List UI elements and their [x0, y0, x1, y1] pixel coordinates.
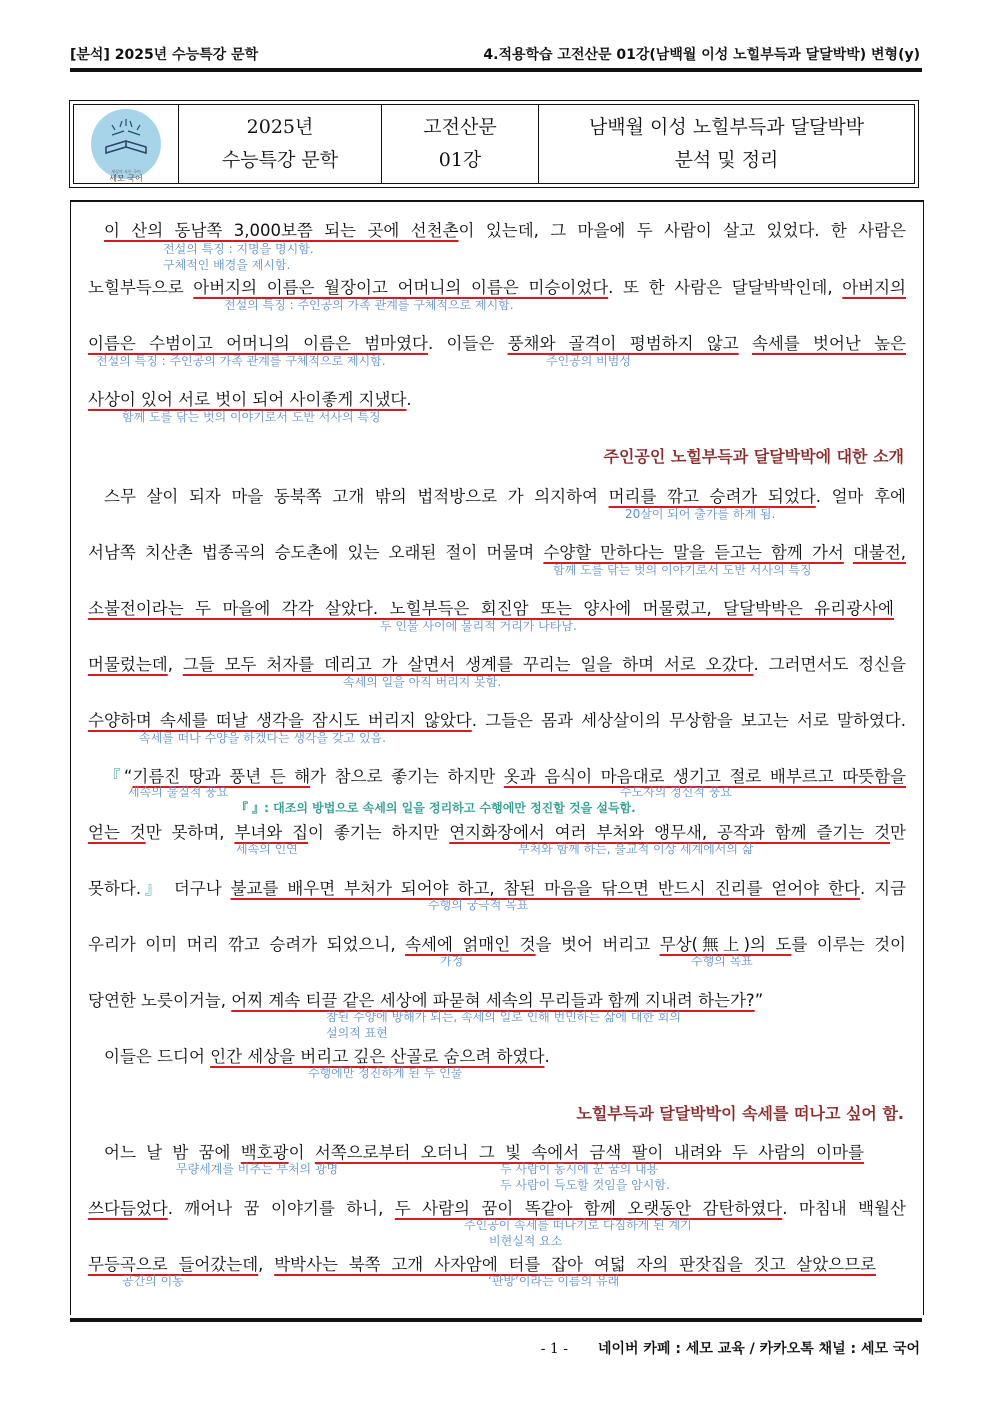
annotation: 전설의 특징 : 주인공의 가족 관계를 구체적으로 제시함.	[224, 298, 514, 312]
text-line: 이 산의 동남쪽 3,000보쯤 되는 곳에 선천촌이 있는데, 그 마을에 두 사람이 살고 있었다. 한 사람은	[104, 221, 906, 240]
annotation: 설의적 표현	[326, 1026, 388, 1040]
annotation: 무량세계를 비추는 부처의 광명	[176, 1162, 339, 1176]
annotation: 구체적인 배경을 제시함.	[163, 258, 291, 272]
annotation: 속세의 일을 아직 버리지 못함.	[343, 675, 502, 689]
annotation: 함께 도를 닦는 벗의 이야기로서 도반 서사의 특징	[122, 410, 381, 424]
page-footer	[541, 1338, 920, 1358]
text-line: 당연한 노릇이거늘, 어찌 계속 티끌 같은 세상에 파묻혀 세속의 무리들과 함께 지내려 하는가?”	[88, 991, 764, 1010]
kind-line-2: 01강	[438, 149, 482, 171]
text-line: 머물렀는데, 그들 모두 처자를 데리고 가 살면서 생계를 꾸리는 일을 하며 서로 오갔다. 그러면서도 정신을	[88, 655, 906, 674]
logo-name: 세모 국어	[109, 174, 143, 183]
title-table	[69, 100, 919, 188]
annotation: 비현실적 요소	[489, 1234, 563, 1248]
topic-line-1: 남백월 이성 노힐부득과 달달박박	[588, 116, 865, 138]
annotation: 가정	[440, 954, 464, 968]
kind-line-1: 고전산문	[423, 116, 497, 138]
annotation: 수도자의 정신적 풍요	[620, 785, 732, 799]
year-line-2: 수능특강 문학	[221, 149, 339, 171]
annotation: 주인공이 속세를 떠나기로 다짐하게 된 계기	[464, 1218, 692, 1232]
header-rule	[70, 68, 922, 72]
text-line: 수양하며 속세를 떠날 생각을 잠시도 버리지 않았다. 그들은 몸과 세상살이의 무상함을 보고는 서로 말하였다.	[88, 711, 906, 730]
annotation: 20살이 되어 출가를 하게 됨.	[625, 507, 776, 521]
annotation: 속세를 떠나 수양을 하겠다는 생각을 갖고 있음.	[139, 731, 386, 745]
page-number: - 1 -	[540, 1341, 568, 1357]
kind-cell	[382, 105, 539, 183]
annotation-emphasis: 『 』: 대조의 방법으로 속세의 일을 정리하고 수행에만 정진할 것을 설득함.	[236, 801, 636, 815]
text-line: 어느 날 밤 꿈에 백호광이 서쪽으로부터 오더니 그 빛 속에서 금색 팔이 내려와 두 사람의 이마를	[104, 1143, 864, 1162]
footer-rule	[70, 1318, 922, 1322]
topic-line-2: 분석 및 정리	[674, 149, 779, 171]
annotation: 주인공의 비범성	[546, 354, 631, 368]
text-line: 이름은 수범이고 어머니의 이름은 범마였다. 이들은 풍채와 골격이 평범하지 않고 속세를 벗어난 높은	[88, 334, 906, 353]
text-line: 이들은 드디어 인간 세상을 버리고 깊은 산골로 숨으려 하였다.	[104, 1047, 550, 1066]
annotation: 전설의 특징 : 주인공의 가족 관계를 구체적으로 제시함.	[96, 354, 386, 368]
text-line: 스무 살이 되자 마을 동북쪽 고개 밖의 법적방으로 가 의지하여 머리를 깎고 승려가 되었다. 얼마 후에	[104, 487, 906, 506]
text-line: 소불전이라는 두 마을에 각각 살았다. 노힐부득은 회진암 또는 양사에 머물렀고, 달달박박은 유리광사에	[88, 599, 894, 618]
section-summary: 주인공인 노힐부득과 달달박박에 대한 소개	[603, 447, 904, 466]
text-line: 못하다.』 더구나 불교를 배우면 부처가 되어야 하고, 참된 마음을 닦으면 반드시 진리를 얻어야 한다. 지금	[88, 879, 906, 898]
text-line: 우리가 이미 머리 깎고 승려가 되었으니, 속세에 얽매인 것을 벗어 버리고 무상(無上)의 도를 이루는 것이	[88, 935, 906, 954]
annotation: 참된 수양에 방해가 되는, 속세의 일로 인해 번민하는 삶에 대한 회의	[326, 1010, 681, 1024]
annotation: 전설의 특징 : 지명을 명시함.	[163, 242, 314, 256]
annotation: 두 인물 사이에 물리적 거리가 나타남.	[380, 619, 577, 633]
topic-cell	[539, 105, 914, 183]
running-header-left: [분석] 2025년 수능특강 문학	[70, 47, 259, 63]
annotation: 두 사람이 득도할 것임을 암시함.	[500, 1178, 670, 1192]
logo-subtitle: 세상의 모든 국어	[111, 169, 141, 174]
annotation: 수행의 목표	[691, 954, 753, 968]
annotation: 세속의 물질적 풍요	[128, 785, 229, 799]
text-line: 사상이 있어 서로 벗이 되어 사이좋게 지냈다.	[88, 390, 412, 409]
semo-logo	[84, 107, 168, 181]
year-line-1: 2025년	[246, 116, 314, 138]
year-cell	[179, 105, 382, 183]
annotation: 함께 도를 닦는 벗의 이야기로서 도반 서사의 특징	[553, 563, 812, 577]
annotation: 두 사람이 동시에 꾼 꿈의 내용	[500, 1162, 659, 1176]
text-line: 얻는 것만 못하며, 부녀와 집이 좋기는 하지만 연지화장에서 여러 부처와 앵무새, 공작과 함께 즐기는 것만	[88, 823, 906, 842]
text-line: 무등곡으로 들어갔는데, 박박사는 북쪽 고개 사자암에 터를 잡아 여덟 자의 판잣집을 짓고 살았으므로	[88, 1255, 876, 1274]
text-line: 쓰다듬었다. 깨어나 꿈 이야기를 하니, 두 사람의 꿈이 똑같아 함께 오랫동안 감탄하였다. 마침내 백월산	[88, 1199, 906, 1218]
annotation: 세속의 인연	[236, 842, 298, 856]
annotation: 수행에만 정진하게 된 두 인물	[308, 1066, 463, 1080]
annotation: 수행의 궁극적 목표	[428, 898, 529, 912]
text-line: 노힐부득으로 아버지의 이름은 월장이고 어머니의 이름은 미승이었다. 또 한 사람은 달달박박인데, 아버지의	[88, 278, 906, 297]
annotation: 공간의 이동	[122, 1274, 184, 1288]
logo-cell	[74, 105, 179, 183]
text-line: 서남쪽 치산촌 법종곡의 승도촌에 있는 오래된 절이 머물며 수양할 만하다는 말을 듣고는 함께 가서 대불전,	[88, 543, 907, 562]
annotation: ‘판방’이라는 이름의 유래	[488, 1274, 620, 1288]
footer-credit: 네이버 카페 : 세모 교육 / 카카오톡 채널 : 세모 국어	[597, 1341, 920, 1357]
annotation: 부처와 함께 하는, 불교적 이상 세계에서의 삶	[518, 842, 754, 856]
text-line: 『“기름진 땅과 풍년 든 해가 참으로 좋기는 하지만 옷과 음식이 마음대로 생기고 절로 배부르고 따뜻함을	[104, 767, 906, 786]
section-summary: 노힐부득과 달달박박이 속세를 떠나고 싶어 함.	[576, 1104, 904, 1123]
running-header-right: 4.적용학습 고전산문 01강(남백월 이성 노힐부득과 달달박박) 변형(y)	[483, 47, 920, 63]
